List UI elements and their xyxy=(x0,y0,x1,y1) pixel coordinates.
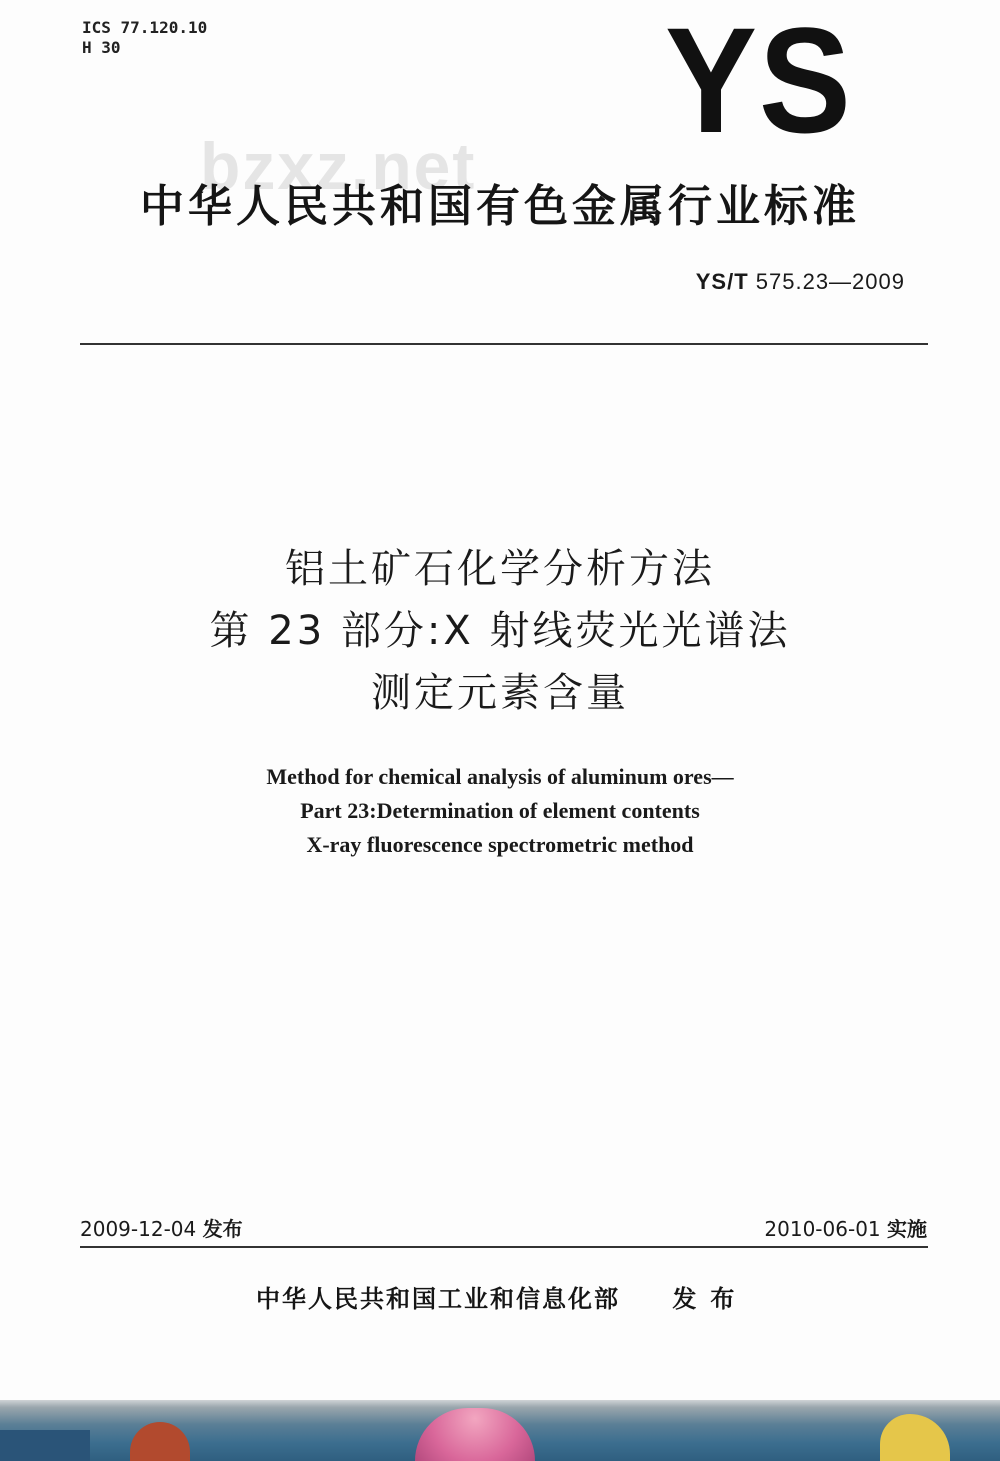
chinese-title-line-3: 测定元素含量 xyxy=(371,670,629,716)
chinese-title-line-1: 铝土矿石化学分析方法 xyxy=(285,546,715,592)
watermark-text: bzxz.net xyxy=(200,129,477,203)
standard-category-title: 中华人民共和国有色金属行业标准 xyxy=(140,181,860,232)
ccs-code: H 30 xyxy=(82,38,121,57)
english-title xyxy=(0,760,1000,862)
ics-classification xyxy=(82,18,207,58)
standard-code-prefix: YS/T xyxy=(695,269,749,294)
chinese-title xyxy=(0,538,1000,724)
effective-date xyxy=(764,1213,927,1242)
effective-date-value: 2010-06-01 xyxy=(764,1217,881,1241)
effective-date-label: 实施 xyxy=(887,1217,927,1241)
preview-shape xyxy=(415,1408,535,1461)
release-date xyxy=(80,1213,243,1242)
ics-code: ICS 77.120.10 xyxy=(82,18,208,37)
preview-shape xyxy=(880,1414,950,1461)
standard-code xyxy=(696,269,905,295)
release-date-label: 发布 xyxy=(202,1217,243,1241)
release-date-value: 2009-12-04 xyxy=(80,1217,197,1241)
english-title-line-3: X-ray fluorescence spectrometric method xyxy=(306,832,694,857)
english-title-line-1: Method for chemical analysis of aluminum ores— xyxy=(266,764,734,789)
standard-code-number: 575.23—2009 xyxy=(755,269,905,294)
chinese-title-line-2: 第 23 部分:X 射线荧光光谱法 xyxy=(209,608,791,654)
bottom-divider xyxy=(80,1246,928,1248)
issuer-name: 中华人民共和国工业和信息化部 xyxy=(256,1285,620,1313)
issuing-authority xyxy=(256,1279,748,1314)
issuer-action: 发布 xyxy=(672,1285,749,1313)
preview-shape xyxy=(130,1422,190,1461)
english-title-line-2: Part 23:Determination of element contents xyxy=(300,798,700,823)
ys-logo: YS xyxy=(665,0,853,164)
top-divider xyxy=(80,343,928,345)
preview-shape xyxy=(0,1430,90,1461)
next-page-preview-strip xyxy=(0,1400,1000,1461)
